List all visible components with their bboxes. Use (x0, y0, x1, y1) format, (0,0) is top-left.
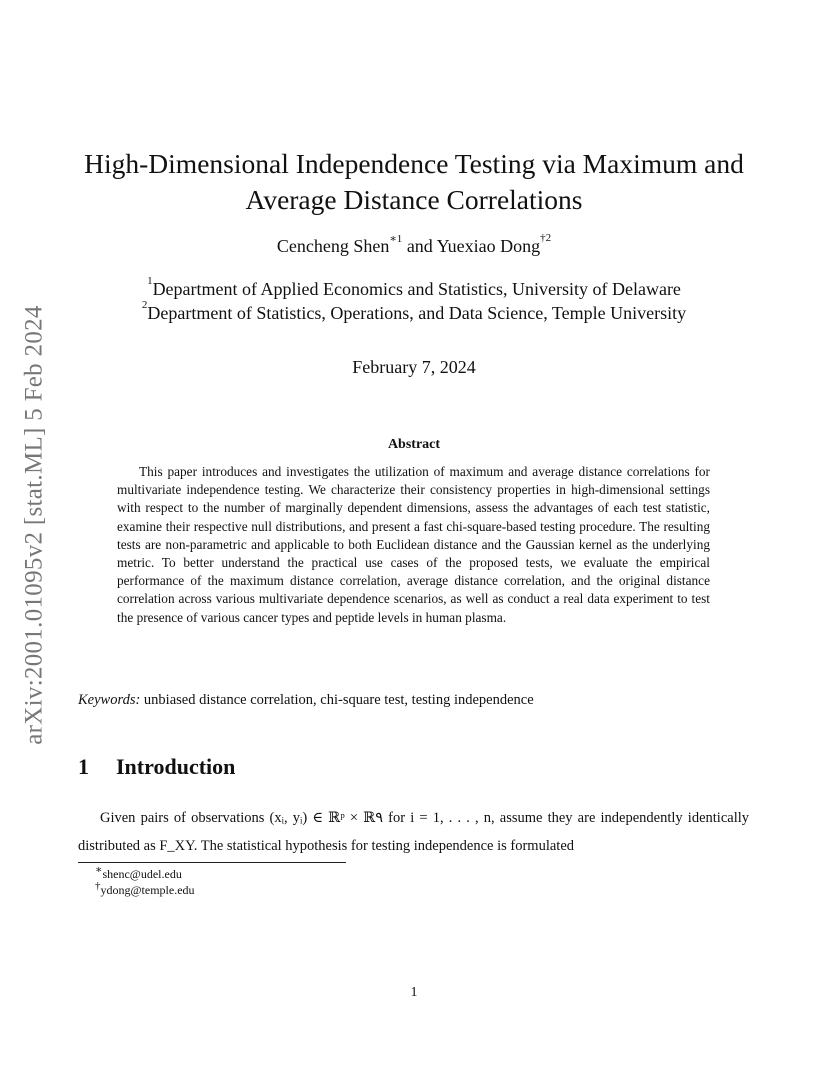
footnote-2-text: ydong@temple.edu (100, 883, 195, 897)
abstract-heading: Abstract (387, 437, 441, 452)
paper-title: High-Dimensional Independence Testing via Maximum and Average Distance Correlations (84, 148, 744, 215)
section-number: 1 (78, 754, 89, 779)
keywords-text: unbiased distance correlation, chi-square test, testing independence (143, 692, 534, 708)
footnote-1-mark: ∗ (95, 864, 103, 876)
author-1-name: Cencheng Shen (276, 236, 390, 256)
author-connector: and (406, 236, 433, 256)
affiliation-2-mark: 2 (141, 299, 148, 311)
keywords-label: Keywords: (78, 692, 141, 708)
arxiv-stamp-text: arXiv:2001.01095v2 [stat.ML] 5 Feb 2024 (21, 305, 48, 745)
footnote-rule (78, 862, 346, 863)
affiliation-2 (0, 299, 828, 324)
paper-date: February 7, 2024 (352, 357, 476, 377)
footnote-1 (95, 866, 182, 882)
intro-paragraph: Given pairs of observations (xᵢ, yᵢ) ∈ ℝᵖ × ℝ۹ for i = 1, . . . , n, assume they are independently identically distributed as F_XY. The statistical hypothesis for testing independence is formulated (78, 810, 749, 854)
author-line (0, 232, 828, 257)
footnote-2-mark: † (95, 880, 101, 892)
author-2-name: Yuexiao Dong (436, 236, 541, 256)
keywords-line (78, 692, 758, 709)
author-2-mark: †2 (540, 232, 552, 244)
affiliation-1 (0, 275, 828, 300)
section-heading (78, 754, 235, 780)
page-number: 1 (410, 985, 418, 1000)
author-1-mark: ∗1 (389, 233, 403, 245)
section-title: Introduction (116, 754, 236, 779)
footnote-2 (95, 882, 195, 898)
affiliation-1-mark: 1 (147, 275, 153, 287)
abstract-body: This paper introduces and investigates the utilization of maximum and average distance correlations for multivariate independence testing. We characterize their consistency properties in high-dimensional settings with respect to the number of marginally dependent dimensions, assess the advantages of each test statistic, examine their respective null distributions, and present a fast chi-square-based testing procedure. The resulting tests are non-parametric and applicable to both Euclidean distance and the Gaussian kernel as the underlying metric. To better understand the practical use cases of the proposed tests, we evaluate the empirical performance of the maximum distance correlation, average distance correlation, and the original distance correlation across various multivariate dependence scenarios, as well as conduct a real data experiment to test the presence of various cancer types and peptide levels in human plasma. (117, 464, 710, 625)
affiliation-2-text: Department of Statistics, Operations, and Data Science, Temple University (147, 303, 687, 323)
affiliation-1-text: Department of Applied Economics and Statistics, University of Delaware (152, 279, 681, 299)
footnote-1-text: shenc@udel.edu (102, 867, 182, 881)
